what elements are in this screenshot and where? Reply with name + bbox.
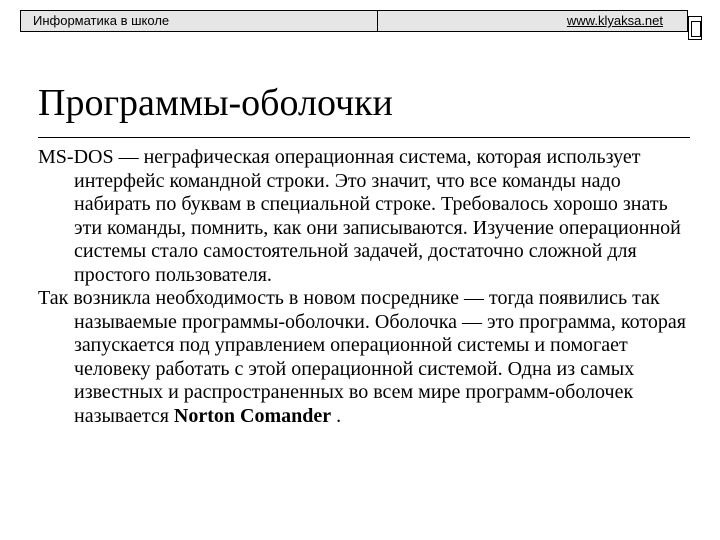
header-link[interactable]: www.klyaksa.net (566, 13, 663, 28)
paragraph-shells (38, 287, 688, 428)
corner-decoration (688, 16, 702, 40)
header-left-text: Информатика в школе (33, 13, 170, 28)
slide-title: Программы-оболочки (38, 82, 393, 124)
paragraph-shells-text: Так возникла необходимость в новом посреднике — тогда появились так называемые программы-оболочки. Оболочка — это программа, которая запускается под управлением операционной системы и помогает человеку работать с этой операционной системой. Одна из самых известных и распространенных во всем мире программ-оболочек называется (38, 287, 686, 427)
slide-content (38, 146, 688, 428)
paragraph-ms-dos: MS-DOS — неграфическая операционная система, которая использует интерфейс командной строки. Это значит, что все команды надо набирать по буквам в специальной строке. Требовалось хорошо знать эти команды, помнить, как они записываются. Изучение операционной системы стало самостоятельной задачей, достаточно сложной для простого пользователя. (38, 146, 681, 286)
header-bar (20, 10, 688, 32)
title-divider (38, 137, 690, 138)
paragraph-shells-end: . (331, 404, 342, 427)
norton-commander-term: Norton Comander (173, 404, 332, 427)
header-divider (377, 11, 378, 31)
